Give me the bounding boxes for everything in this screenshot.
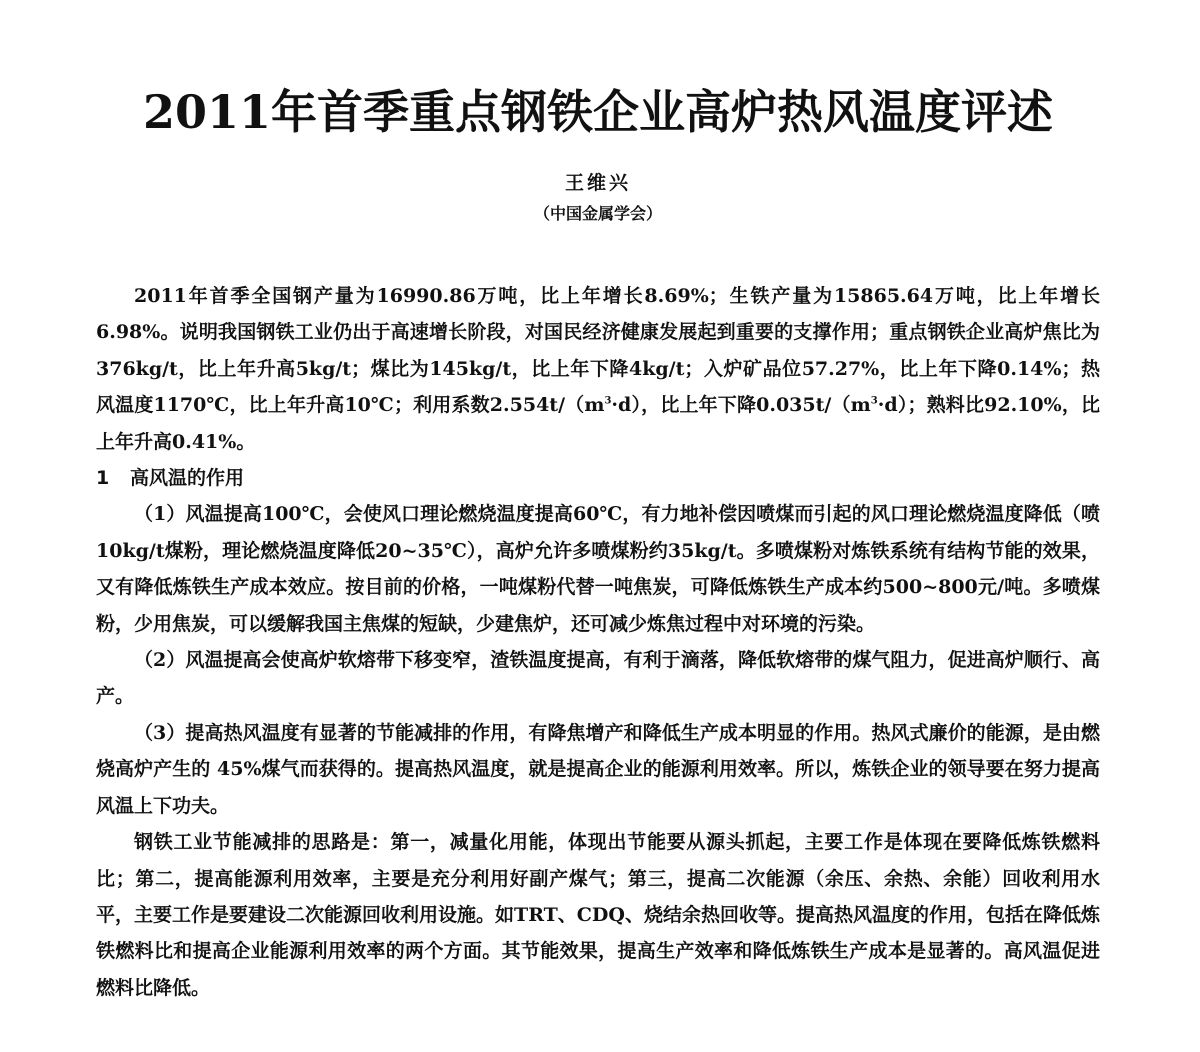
- unit-superscript: 3: [870, 395, 878, 407]
- section-paragraph: （1）风温提高100℃，会使风口理论燃烧温度提高60℃，有力地补偿因喷煤而引起的风口理论燃烧温度降低（喷10kg/t煤粉，理论燃烧温度降低20~35℃），高炉允许多喷煤粉约35kg/t。多喷煤粉对炼铁系统有结构节能的效果，又有降低炼铁生产成本效应。按目前的价格，一吨煤粉代替一吨焦炭，可降低炼铁生产成本约500~800元/吨。多喷煤粉，少用焦炭，可以缓解我国主焦煤的短缺，少建焦炉，还可减少炼焦过程中对环境的污染。: [96, 503, 1100, 635]
- paper-title: 2011年首季重点钢铁企业高炉热风温度评述: [142, 85, 1054, 139]
- section-heading: [96, 460, 1100, 496]
- section-paragraph: （2）风温提高会使高炉软熔带下移变窄，渣铁温度提高，有利于滴落，降低软熔带的煤气阻力，促进高炉顺行、高产。: [96, 649, 1100, 708]
- intro-text-b: ·d），比上年下降0.035t/（m: [611, 394, 871, 417]
- section-title: 高风温的作用: [130, 467, 245, 490]
- unit-superscript: 3: [604, 395, 612, 407]
- author-name: 王维兴: [564, 172, 631, 194]
- intro-text-a: 2011年首季全国钢产量为16990.86万吨，比上年增长8.69%；生铁产量为15865.64万吨，比上年增长6.98%。说明我国钢铁工业仍出于高速增长阶段，对国民经济健康发展起到重要的支撑作用；重点钢铁企业高炉焦比为376kg/t，比上年升高5kg/t；煤比为145kg/t，比上年下降4kg/t；入炉矿品位57.27%，比上年下降0.14%；热风温度1170℃，比上年升高10℃；利用系数2.554t/（m: [96, 285, 1100, 417]
- section-paragraph: （3）提高热风温度有显著的节能减排的作用，有降焦增产和降低生产成本明显的作用。热风式廉价的能源，是由燃烧高炉产生的 45%煤气而获得的。提高热风温度，就是提高企业的能源利用效率。所以，炼铁企业的领导要在努力提高风温上下功夫。: [96, 721, 1100, 817]
- section-paragraph: 钢铁工业节能减排的思路是：第一，减量化用能，体现出节能要从源头抓起，主要工作是体现在要降低炼铁燃料比；第二，提高能源利用效率，主要是充分利用好副产煤气；第三，提高二次能源（余压、余热、余能）回收利用水平，主要工作是要建设二次能源回收利用设施。如TRT、CDQ、烧结余热回收等。提高热风温度的作用，包括在降低炼铁燃料比和提高企业能源利用效率的两个方面。其节能效果，提高生产效率和降低炼铁生产成本是显著的。高风温促进燃料比降低。: [96, 831, 1100, 999]
- intro-paragraph: [96, 278, 1100, 460]
- section-number: 1: [96, 467, 110, 490]
- intro-text-c: ·d）；熟料比92.10%，比上年升高0.41%。: [96, 394, 1101, 453]
- article-body: [96, 278, 1100, 1006]
- author-affiliation: （中国金属学会）: [533, 204, 662, 223]
